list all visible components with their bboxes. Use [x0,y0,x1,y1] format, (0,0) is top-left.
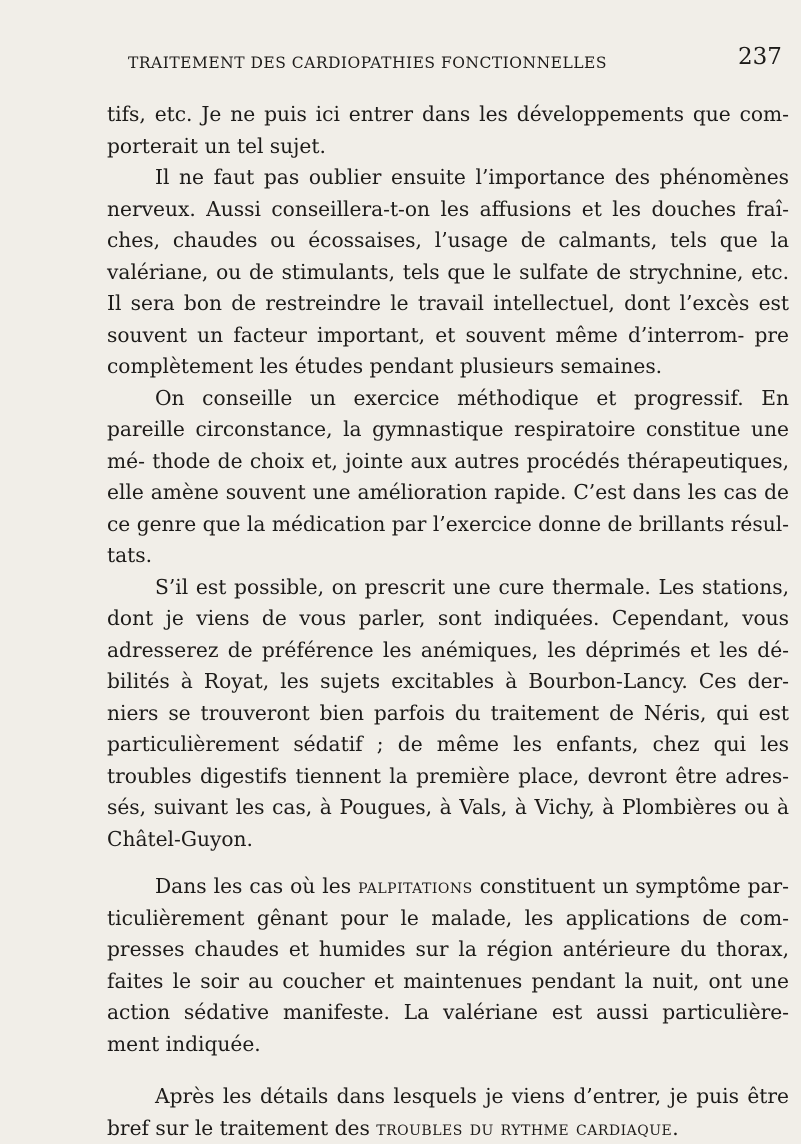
page-number: 237 [738,44,782,70]
body-text [107,99,789,1144]
paragraph-6 [107,1081,789,1144]
rhythm-troubles-term: troubles du rythme cardiaque. [376,1115,680,1140]
palpitations-term: palpitations [358,874,473,898]
running-header: TRAITEMENT DES CARDIOPATHIES FONCTIONNELLES [128,54,607,72]
paragraph-6-start: Après les détails dans lesquels je viens d’entrer, je puis être bref sur le traitement des [107,1084,789,1140]
paragraph-4: S’il est possible, on prescrit une cure thermale. Les stations, dont je viens de vous parler, sont indiquées. Cependant, vous adresserez de préférence les anémiques, les déprimés et les dé- bilités à Royat, les sujets excitables à Bourbon-Lancy. Ces der- niers se trouveront bien parfois du traitement de Néris, qui est particulièrement sédatif ; de même les enfants, chez qui les troubles digestifs tiennent la première place, devront être adres- sés, suivant les cas, à Pougues, à Vals, à Vichy, à Plombières ou à Châtel-Guyon. [107,574,789,851]
paragraph-1: tifs, etc. Je ne puis ici entrer dans les développements que com- porterait un tel sujet. [107,102,789,158]
paragraph-5-rest: constituent un symptôme par- ticulièrement gênant pour le malade, les applications de com- presses chaudes et humides sur la région antérieure du thorax, faites le soir au coucher et maintenues pendant la nuit, ont une action sédative manifeste. La valériane est aussi particulière- ment indiquée. [107,874,790,1056]
paragraph-2: Il ne faut pas oublier ensuite l’importance des phénomènes nerveux. Aussi conseillera-t-on les affusions et les douches fraî- ches, chaudes ou écossaises, l’usage de calmants, tels que la valériane, ou de stimulants, tels que le sulfate de strychnine, etc. Il sera bon de restreindre le travail intellectuel, dont l’excès est souvent un facteur important, et souvent même d’interrom- pre complètement les études pendant plusieurs semaines. [107,165,789,378]
paragraph-5 [107,871,789,1060]
paragraph-3: On conseille un exercice méthodique et progressif. En pareille circonstance, la gymnastique respiratoire constitue une mé- thode de choix et, jointe aux autres procédés thérapeutiques, elle amène souvent une amélioration rapide. C’est dans les cas de ce genre que la médication par l’exercice donne de brillants résul- tats. [107,385,789,567]
paragraph-5-start: Dans les cas où les [155,874,352,898]
